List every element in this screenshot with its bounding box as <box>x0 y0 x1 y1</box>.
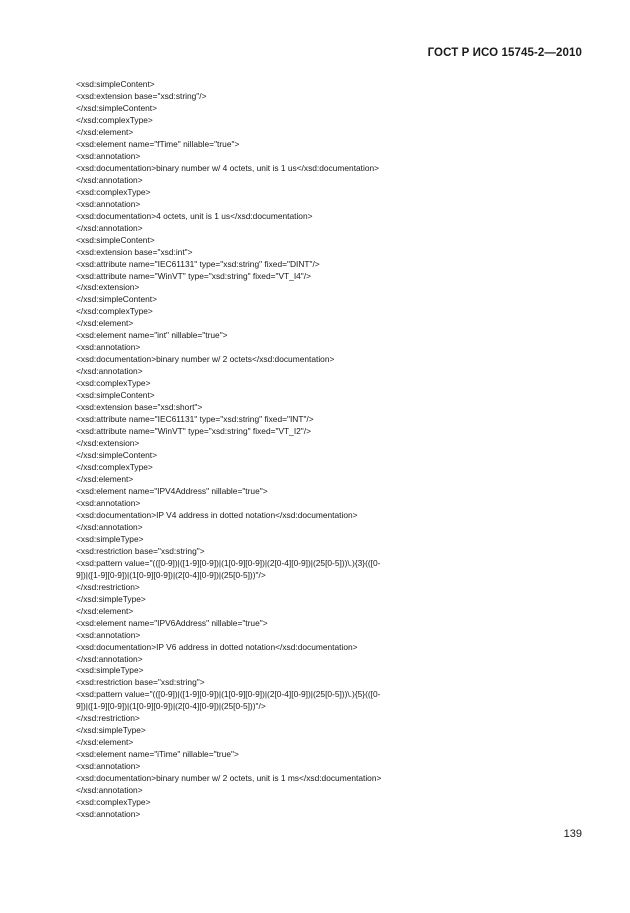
code-line: <xsd:extension base="xsd:string"/> <box>76 90 207 101</box>
code-line: <xsd:complexType> <box>76 797 151 808</box>
code-line: <xsd:restriction base="xsd:string"> <box>76 545 205 556</box>
code-line: </xsd:complexType> <box>76 114 153 125</box>
code-line: </xsd:element> <box>76 473 134 484</box>
code-line: <xsd:element name="int" nillable="true"> <box>76 330 228 341</box>
code-line: <xsd:annotation> <box>76 198 141 209</box>
code-line: <xsd:annotation> <box>76 761 141 772</box>
code-line: <xsd:documentation>IP V4 address in dotted notation</xsd:documentation> <box>76 509 358 520</box>
code-line: </xsd:element> <box>76 126 134 137</box>
code-line: <xsd:attribute name="WinVT" type="xsd:string" fixed="VT_I2"/> <box>76 426 311 437</box>
code-line: <xsd:element name="iTime" nillable="true"> <box>76 749 239 760</box>
code-line: </xsd:annotation> <box>76 366 143 377</box>
code-line: <xsd:simpleContent> <box>76 390 155 401</box>
code-line: <xsd:restriction base="xsd:string"> <box>76 677 205 688</box>
code-line: <xsd:simpleContent> <box>76 234 155 245</box>
code-line: <xsd:element name="IPV4Address" nillable="true"> <box>76 485 268 496</box>
code-line: <xsd:simpleType> <box>76 665 144 676</box>
code-line: <xsd:attribute name="IEC61131" type="xsd:string" fixed="INT"/> <box>76 414 314 425</box>
code-line: <xsd:attribute name="WinVT" type="xsd:string" fixed="VT_I4"/> <box>76 270 311 281</box>
code-line: </xsd:restriction> <box>76 581 140 592</box>
code-line: <xsd:element name="fTime" nillable="true"> <box>76 138 240 149</box>
code-line: <xsd:complexType> <box>76 186 151 197</box>
code-line: <xsd:annotation> <box>76 809 141 820</box>
code-line: </xsd:element> <box>76 737 134 748</box>
code-line: <xsd:annotation> <box>76 629 141 640</box>
code-line: <xsd:documentation>binary number w/ 2 octets</xsd:documentation> <box>76 354 335 365</box>
code-line: 9])|([1-9][0-9])|(1[0-9][0-9])|(2[0-4][0-9])|(25[0-5]))"/> <box>76 569 266 580</box>
code-line: <xsd:pattern value="(([0-9])|([1-9][0-9])|(1[0-9][0-9])|(2[0-4][0-9])|(25[0-5]))\.){5}(([0- <box>76 689 381 700</box>
code-line: <xsd:extension base="xsd:short"> <box>76 402 203 413</box>
page-number: 139 <box>563 828 582 840</box>
code-line: </xsd:annotation> <box>76 174 143 185</box>
code-line: </xsd:annotation> <box>76 785 143 796</box>
code-line: </xsd:element> <box>76 318 134 329</box>
code-line: </xsd:extension> <box>76 282 140 293</box>
code-line: <xsd:simpleType> <box>76 533 144 544</box>
code-line: 9])|([1-9][0-9])|(1[0-9][0-9])|(2[0-4][0-9])|(25[0-5]))"/> <box>76 701 266 712</box>
code-line: </xsd:simpleType> <box>76 725 146 736</box>
code-line: <xsd:annotation> <box>76 497 141 508</box>
code-line: <xsd:complexType> <box>76 378 151 389</box>
code-line: <xsd:documentation>binary number w/ 4 octets, unit is 1 us</xsd:documentation> <box>76 162 380 173</box>
code-line: </xsd:simpleContent> <box>76 450 158 461</box>
code-line: </xsd:annotation> <box>76 222 143 233</box>
code-line: <xsd:extension base="xsd:int"> <box>76 246 193 257</box>
code-line: <xsd:pattern value="(([0-9])|([1-9][0-9])|(1[0-9][0-9])|(2[0-4][0-9])|(25[0-5]))\.){3}(([0- <box>76 557 381 568</box>
code-line: </xsd:complexType> <box>76 462 153 472</box>
code-line: </xsd:annotation> <box>76 653 143 664</box>
code-line: </xsd:complexType> <box>76 306 153 317</box>
code-line: </xsd:simpleContent> <box>76 102 158 113</box>
code-line: </xsd:element> <box>76 605 134 616</box>
code-line: </xsd:extension> <box>76 438 140 449</box>
code-line: </xsd:simpleContent> <box>76 294 158 305</box>
code-line: <xsd:documentation>IP V6 address in dotted notation</xsd:documentation> <box>76 641 358 652</box>
page-header-standard-id: ГОСТ Р ИСО 15745-2—2010 <box>427 47 582 59</box>
code-line: </xsd:simpleType> <box>76 593 146 604</box>
code-line: </xsd:annotation> <box>76 521 143 532</box>
xsd-code-block <box>76 79 596 821</box>
code-line: <xsd:element name="IPV6Address" nillable="true"> <box>76 617 268 628</box>
code-line: <xsd:annotation> <box>76 342 141 353</box>
code-line: <xsd:attribute name="IEC61131" type="xsd:string" fixed="DINT"/> <box>76 258 320 269</box>
code-line: <xsd:documentation>binary number w/ 2 octets, unit is 1 ms</xsd:documentation> <box>76 773 382 784</box>
code-line: </xsd:restriction> <box>76 713 140 724</box>
code-line: <xsd:documentation>4 octets, unit is 1 us</xsd:documentation> <box>76 210 313 221</box>
code-line: <xsd:simpleContent> <box>76 79 155 89</box>
code-line: <xsd:annotation> <box>76 150 141 161</box>
